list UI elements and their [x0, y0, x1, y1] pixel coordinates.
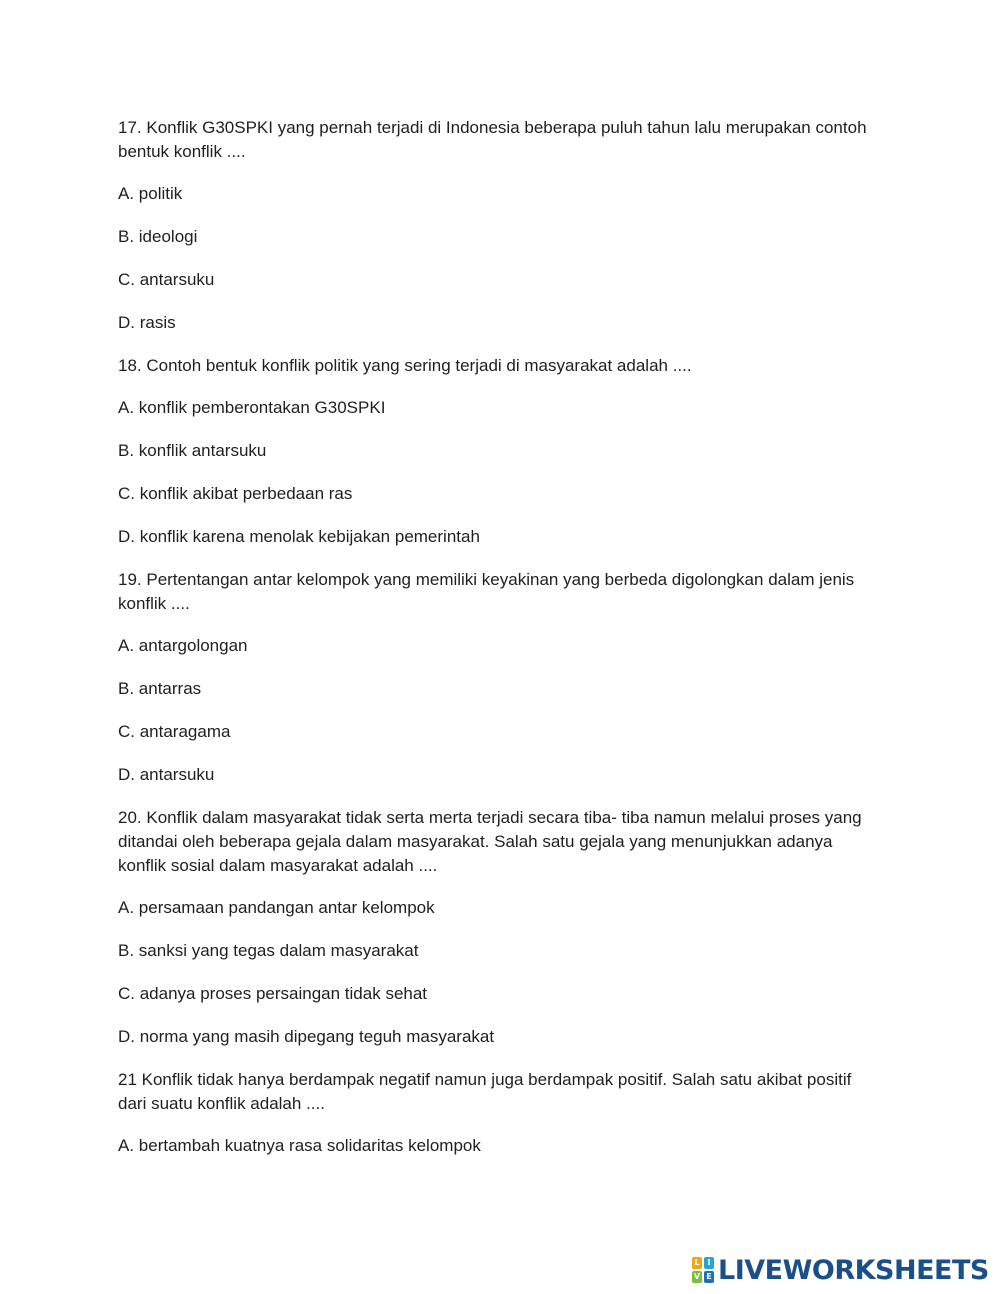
option-d: D. antarsuku	[118, 765, 215, 784]
option-d: D. rasis	[118, 313, 176, 332]
question-20	[118, 806, 878, 1049]
question-21	[118, 1068, 878, 1158]
option-a: A. antargolongan	[118, 636, 248, 655]
logo-mark-letter: V	[693, 1272, 701, 1281]
logo-mark-letter: E	[704, 1271, 714, 1283]
option-c: C. antaragama	[118, 722, 231, 741]
option-b: B. sanksi yang tegas dalam masyarakat	[118, 941, 419, 960]
question-text: 20. Konflik dalam masyarakat tidak serta merta terjadi secara tiba- tiba namun melalui proses yang ditandai oleh beberapa gejala dalam masyarakat. Salah satu gejala yang menunjukkan adanya konflik sosial dalam masyarakat adalah ....	[118, 808, 862, 875]
liveworksheets-logo	[692, 1253, 989, 1287]
question-17	[118, 116, 878, 335]
option-b: B. ideologi	[118, 227, 198, 246]
question-text: 18. Contoh bentuk konflik politik yang sering terjadi di masyarakat adalah ....	[118, 356, 692, 375]
question-19	[118, 568, 878, 787]
option-d: D. norma yang masih dipegang teguh masyarakat	[118, 1027, 495, 1046]
option-b: B. antarras	[118, 679, 202, 698]
worksheet-page	[118, 116, 878, 1177]
option-c: C. konflik akibat perbedaan ras	[118, 484, 353, 503]
option-c: C. antarsuku	[118, 270, 215, 289]
logo-text: LIVEWORKSHEETS	[718, 1254, 989, 1286]
option-c: C. adanya proses persaingan tidak sehat	[118, 984, 428, 1003]
question-text: 19. Pertentangan antar kelompok yang memiliki keyakinan yang berbeda digolongkan dalam jenis konflik ....	[118, 570, 855, 613]
option-a: A. persamaan pandangan antar kelompok	[118, 898, 435, 917]
option-a: A. politik	[118, 184, 183, 203]
question-text: 21 Konflik tidak hanya berdampak negatif namun juga berdampak positif. Salah satu akibat positif dari suatu konflik adalah ....	[118, 1070, 852, 1113]
logo-mark-letter: I	[704, 1257, 714, 1269]
option-b: B. konflik antarsuku	[118, 441, 267, 460]
question-text: 17. Konflik G30SPKI yang pernah terjadi di Indonesia beberapa puluh tahun lalu merupakan contoh bentuk konflik ....	[118, 118, 867, 161]
question-18	[118, 354, 878, 549]
option-d: D. konflik karena menolak kebijakan pemerintah	[118, 527, 480, 546]
option-a: A. konflik pemberontakan G30SPKI	[118, 398, 386, 417]
liveworksheets-mark-icon	[692, 1257, 714, 1283]
logo-mark-letter: L	[692, 1257, 702, 1269]
option-a: A. bertambah kuatnya rasa solidaritas kelompok	[118, 1136, 481, 1155]
